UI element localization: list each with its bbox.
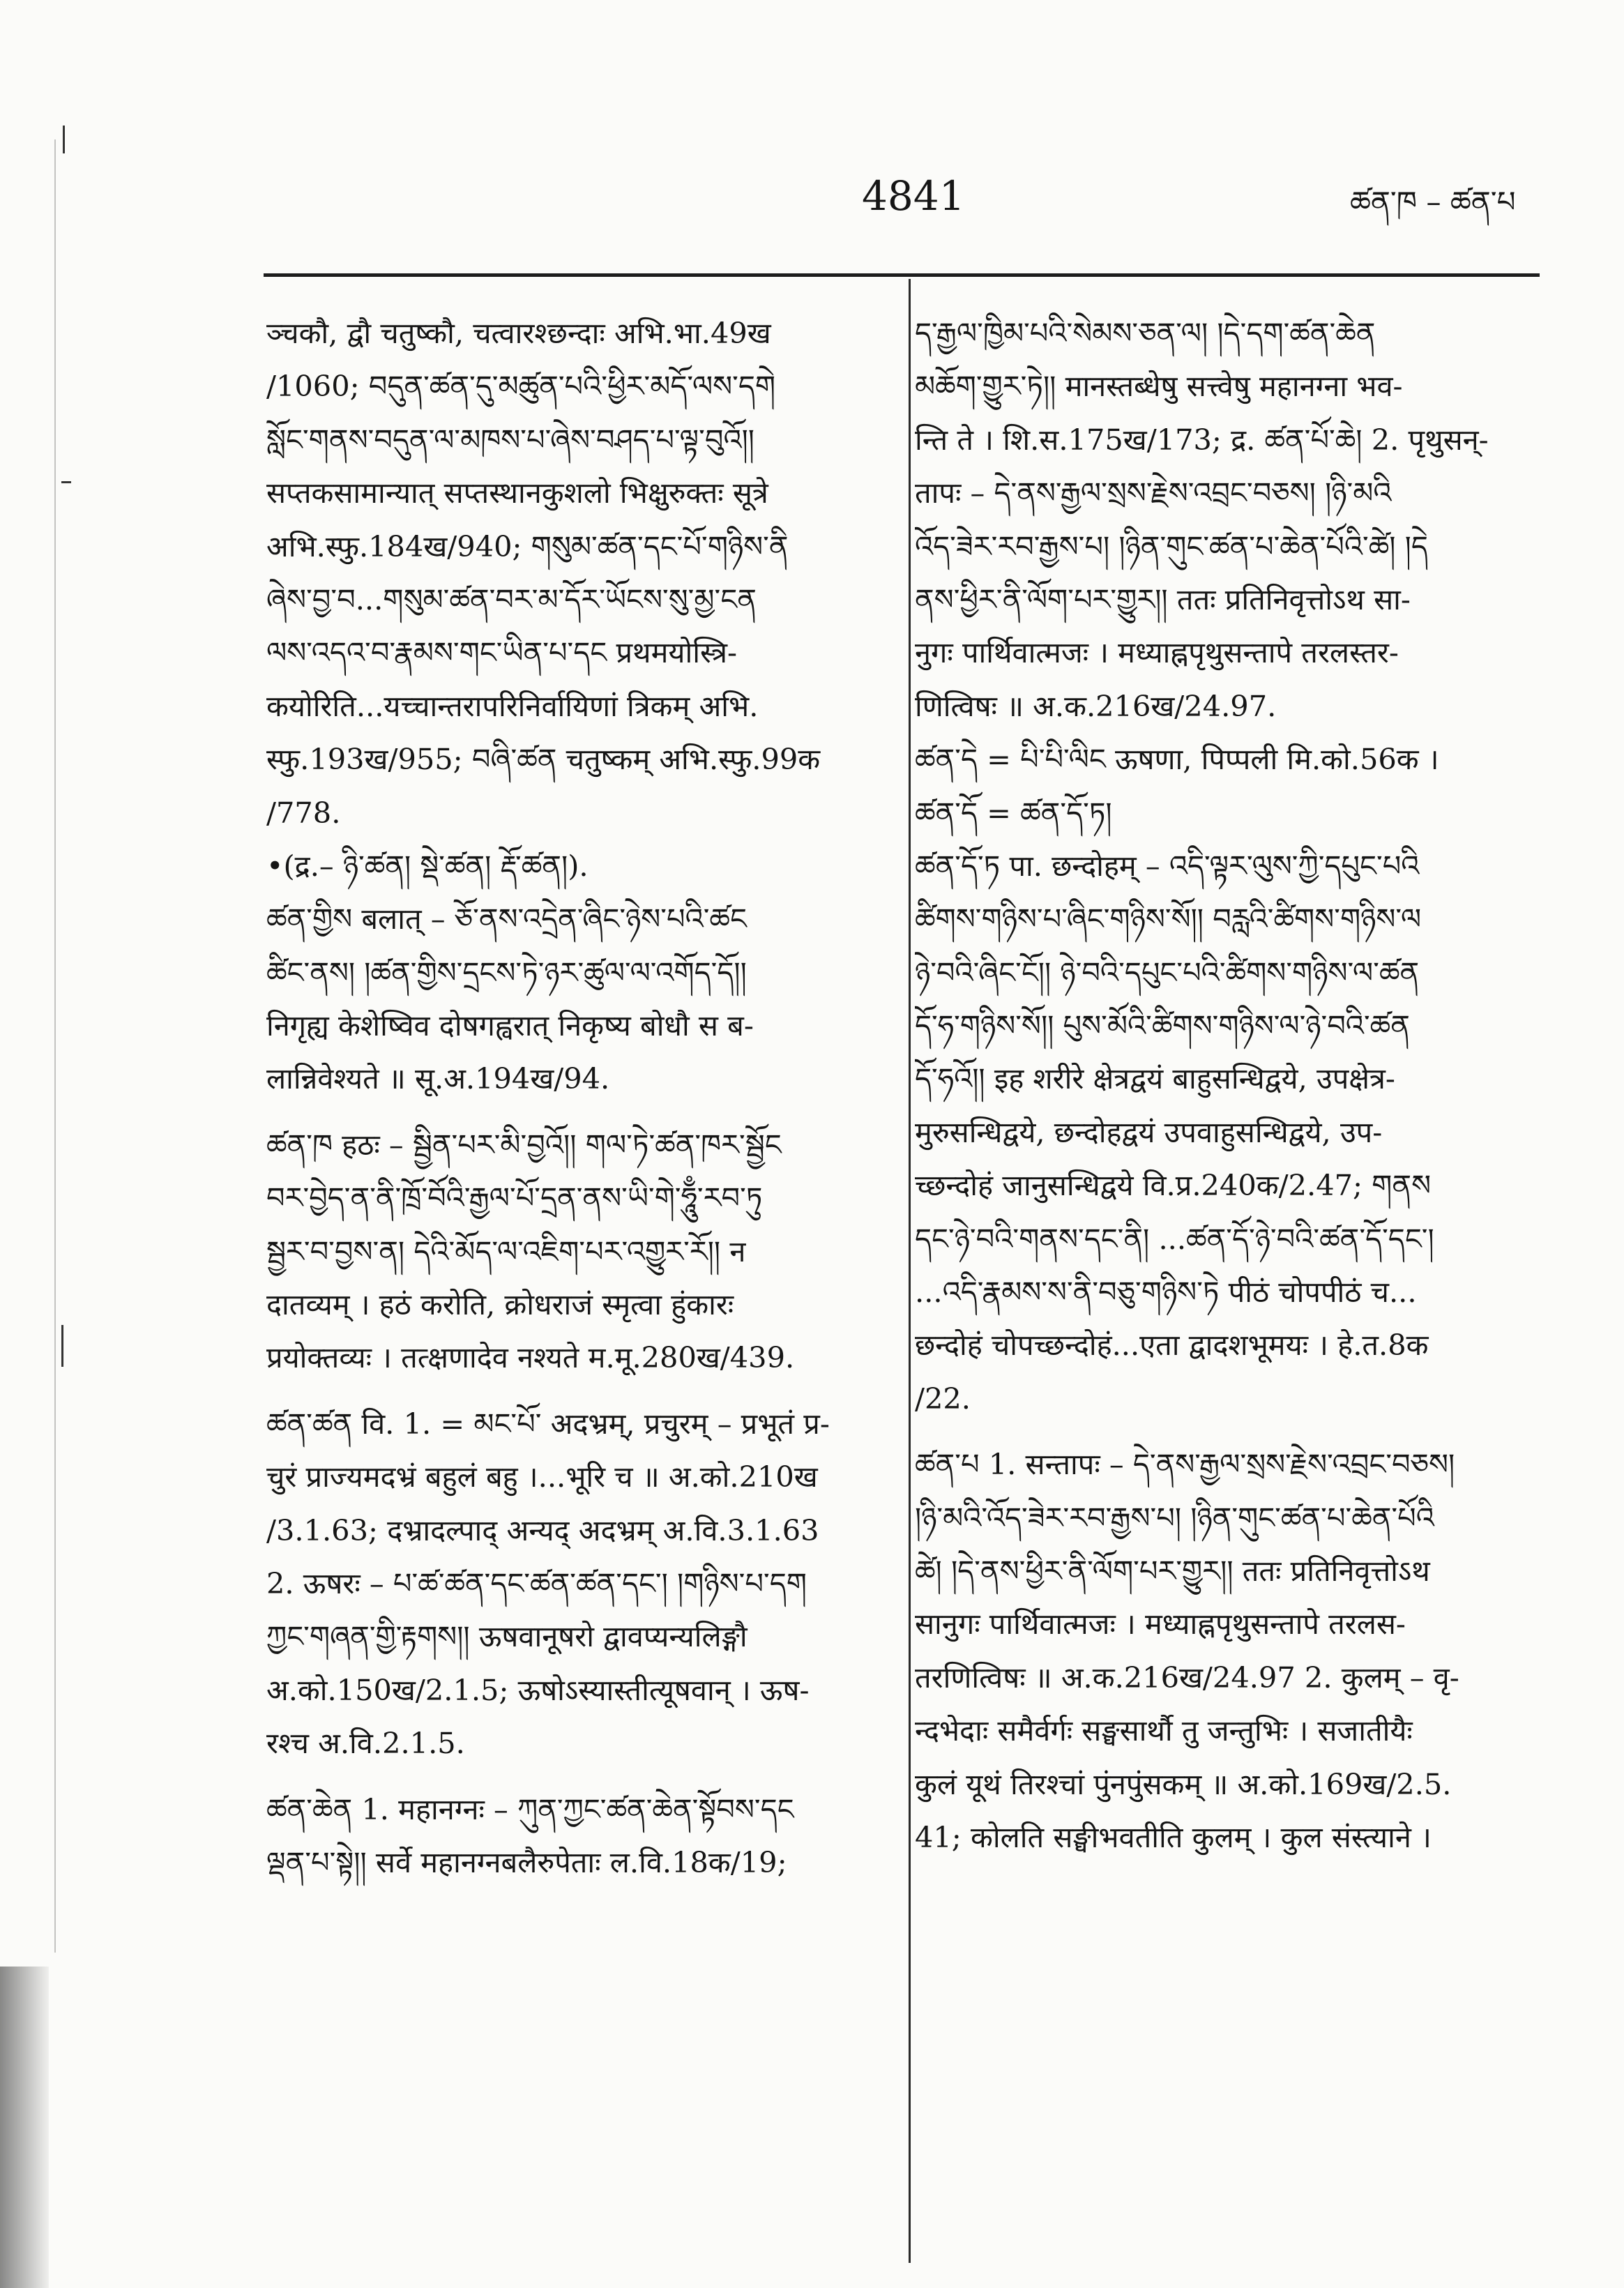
- text-line: /3.1.63; दभ्रादल्पाद् अन्यद् अदभ्रम् अ.वि.3.1.63: [266, 1513, 819, 1547]
- text-line: कुलं यूथं तिरश्चां पुंनपुंसकम् ॥ अ.को.169ख/2.5.: [915, 1766, 1452, 1801]
- text-line: ལས་འདའ་བ་རྣམས་གང་ཡིན་པ་དང प्रथमयोस्त्रि-: [266, 635, 738, 670]
- margin-mark: [61, 481, 71, 483]
- column-divider: [909, 279, 911, 2263]
- text-line: सानुगः पार्थिवात्मजः । मध्याह्नपृथुसन्तापे तरलस-: [915, 1607, 1406, 1642]
- text-line: /1060; བདུན་ཚན་དུ་མཚུན་པའི་ཕྱིར་མདོ་ལས་དགེ: [266, 369, 776, 404]
- text-line: निगृह्य केशेष्विव दोषगह्वरात् निकृष्य बोधौ स ब-: [266, 1008, 754, 1043]
- text-line: དོ་ཧའོ།། इह शरीरे क्षेत्रद्वयं बाहुसन्धिद्वये, उपक्षेत्र-: [915, 1061, 1395, 1096]
- running-head: ཚན་ཁ – ཚན་པ: [1350, 185, 1516, 219]
- text-line: བར་བྱེད་ན་ནི་ཁྲོ་བོའི་རྒྱལ་པོ་དྲན་ནས་ཡི་གེ་ཧཱུྃ་རབ་ཏུ: [266, 1181, 763, 1215]
- text-line: མཆོག་གྱུར་ཏེ།། मानस्तब्धेषु सत्त्वेषु महानग्ना भव-: [915, 369, 1403, 404]
- text-line: •(द्र.– ཉི་ཚན། སྡེ་ཚན། རྡོ་ཚན།).: [266, 848, 589, 883]
- text-line: रश्च अ.वि.2.1.5.: [266, 1726, 465, 1761]
- text-line: ཞེས་བྱ་བ...གསུམ་ཚན་བར་མ་དོར་ཡོངས་སུ་མྱ་ངན: [266, 582, 757, 616]
- text-line: छन्दोहं चोपच्छन्दोहं...एता द्वादशभूमयः । हे.त.8क: [915, 1328, 1429, 1363]
- text-line: ...འདི་རྣམས་ས་ནི་བཅུ་གཉིས་ཏེ पीठं चोपपीठं च...: [915, 1275, 1417, 1310]
- text-line: तापः – དེ་ནས་རྒྱལ་སྲས་རྗེས་འབྲང་བཅས། །ཉི་མའི: [915, 476, 1392, 510]
- text-line: ཀྱང་གཞན་གྱི་རྟགས།། ऊषवानूषरो द्वावप्यन्यलिङ्गौ: [266, 1619, 748, 1654]
- page-number: 4841: [862, 172, 965, 220]
- text-line: चुरं प्राज्यमदभ्रं बहुलं बहु ।...भूरि च ॥ अ.को.210ख: [266, 1460, 818, 1494]
- text-line: णित्विषः ॥ अ.क.216ख/24.97.: [915, 688, 1277, 723]
- header-rule: [264, 273, 1540, 277]
- entry-gap: [266, 1106, 893, 1119]
- text-line: ཚན་ཁ हठः – སྦྱིན་པར་མི་བྱའོ།། གལ་ཏེ་ཚན་ཁར་སྦྱོང: [266, 1127, 782, 1162]
- text-line: सप्तकसामान्यात् सप्तस्थानकुशलो भिक्षुरुक्तः सूत्रे: [266, 476, 768, 510]
- text-line: ཚེ། །དེ་ནས་ཕྱིར་ནི་ལོག་པར་གྱུར།། ततः प्रतिनिवृत्तोऽथ: [915, 1553, 1430, 1588]
- text-line: /778.: [266, 795, 341, 830]
- text-line: /22.: [915, 1381, 971, 1416]
- text-line: 2. ऊषरः – པ་ཚ་ཚན་དང་ཚན་ཚན་དང་། །གཉིས་པ་དག: [266, 1566, 807, 1600]
- text-line: नुगः पार्थिवात्मजः । मध्याह्नपृथुसन्तापे तरलस्तर-: [915, 635, 1399, 670]
- scan-edge-line: [54, 139, 56, 1953]
- text-line: तरणित्विषः ॥ अ.क.216ख/24.97 2. कुलम् – वृ-: [915, 1660, 1459, 1695]
- text-line: ཚིགས་གཉིས་པ་ཞིང་གཉིས་སོ།། བརླའི་ཚིགས་གཉིས་ལ: [915, 902, 1422, 937]
- entry-gap: [266, 1771, 893, 1783]
- entry-gap: [266, 1385, 893, 1397]
- text-line: ཚན་གྱིས बलात् – ཅོ་ནས་འདྲེན་ཞིང་ཉེས་པའི་ཚང: [266, 902, 747, 937]
- right-column: [915, 307, 1528, 1864]
- margin-mark: [61, 1325, 63, 1367]
- text-line: मुरुसन्धिद्वये, छन्दोहद्वयं उपवाहुसन्धिद्वये, उप-: [915, 1114, 1383, 1149]
- text-line: དང་ཉེ་བའི་གནས་དང་ནི། ...ཚན་དོ་ཉེ་བའི་ཚན་དོ་དང་།: [915, 1221, 1434, 1256]
- text-line: ནས་ཕྱིར་ནི་ལོག་པར་གྱུར།། ततः प्रतिनिवृत्तोऽथ सा-: [915, 582, 1411, 616]
- text-line: च्छन्दोहं जानुसन्धिद्वये वि.प्र.240क/2.47; གནས: [915, 1168, 1432, 1203]
- text-line: ञ्चकौ, द्वौ चतुष्कौ, चत्वारश्छन्दाः अभि.भा.49ख: [266, 316, 771, 350]
- text-line: 41; कोलति सङ्घीभवतीति कुलम् । कुल संस्त्याने ।: [915, 1819, 1432, 1854]
- text-line: སློང་གནས་བདུན་ལ་མཁས་པ་ཞེས་བཤད་པ་ལྟ་བུའོ།།: [266, 422, 755, 457]
- scan-edge-shadow: [0, 1967, 49, 2288]
- text-line: ཚན་དོ་ཏ पा. छन्दोहम् – འདི་ལྟར་ལུས་ཀྱི་དཔུང་པའི: [915, 848, 1420, 883]
- text-line: ད་རྒྱལ་ཁྱིམ་པའི་སེམས་ཅན་ལ། །དེ་དག་ཚན་ཆེན: [915, 316, 1376, 350]
- text-line: लान्निवेश्यते ॥ सू.अ.194ख/94.: [266, 1061, 610, 1096]
- text-line: ཚིང་ནས། །ཚན་གྱིས་དྲངས་ཏེ་ཉར་ཚུལ་ལ་འགོད་དོ།།: [266, 955, 747, 990]
- text-line: ཚན་པ 1. सन्तापः – དེ་ནས་རྒྱལ་སྲས་རྗེས་འབྲང་བཅས།: [915, 1447, 1455, 1482]
- text-line: न्ति ते । शि.स.175ख/173; द्र. ཚན་པོ་ཆེ། 2. पृथुसन्-: [915, 422, 1489, 457]
- text-line: དོ་ཧ་གཉིས་སོ།། པུས་མོའི་ཚིགས་གཉིས་ལ་ཉེ་བའི་ཚན: [915, 1008, 1410, 1043]
- entry-gap: [915, 1425, 1528, 1438]
- text-line: न्दभेदाः समैर्वर्गः सङ्घसार्थौ तु जन्तुभिः । सजातीयैः: [915, 1713, 1413, 1748]
- text-line: ཚན་དེ = པི་པི་ལིང ऊषणा, पिप्पली मि.को.56क ।: [915, 742, 1439, 777]
- text-line: स्फु.193ख/955; བཞི་ཚན चतुष्कम् अभि.स्फु.99क: [266, 742, 821, 777]
- text-line: अ.को.150ख/2.1.5; ऊषोऽस्यास्तीत्यूषवान् । ऊष-: [266, 1672, 810, 1707]
- text-line: ཚན་དོ = ཚན་དོ་ཏ།: [915, 795, 1112, 830]
- text-line: ཚན་ཆེན 1. महानग्नः – ཀུན་ཀྱང་ཚན་ཆེན་སྟོབས་དང: [266, 1791, 794, 1826]
- text-line: ཚན་ཚན वि. 1. = མང་པོ་ अदभ्रम्, प्रचुरम् – प्रभूतं प्र-: [266, 1406, 830, 1441]
- text-line: कयोरिति...यच्चान्तरापरिनिर्वायिणां त्रिकम् अभि.: [266, 688, 759, 723]
- text-line: प्रयोक्तव्यः । तत्क्षणादेव नश्यते म.मू.280ख/439.: [266, 1340, 795, 1375]
- text-line: །ཉི་མའི་འོད་ཟེར་རབ་རྒྱས་པ། །ཉིན་གུང་ཚན་པ་ཆེན་པོའི: [915, 1500, 1434, 1535]
- text-line: ལྡན་པ་སྟེ།། सर्वे महानग्नबलैरुपेताः ल.वि.18क/19;: [266, 1844, 787, 1879]
- text-line: ཉེ་བའི་ཞིང་ངོ།། ཉེ་བའི་དཔུང་པའི་ཚིགས་གཉིས་ལ་ཚན: [915, 955, 1420, 990]
- text-line: སྦྱར་བ་བྱས་ན། དེའི་མོད་ལ་འཇིག་པར་འགྱུར་རོ།། न: [266, 1234, 746, 1268]
- text-line: अभि.स्फु.184ख/940; གསུམ་ཚན་དང་པོ་གཉིས་ནི: [266, 529, 789, 563]
- margin-mark: [63, 126, 65, 153]
- text-line: འོད་ཟེར་རབ་རྒྱས་པ། །ཉིན་གུང་ཚན་པ་ཆེན་པོའི་ཚེ། །དེ: [915, 529, 1428, 563]
- left-column: [266, 307, 893, 1889]
- text-line: दातव्यम् । हठं करोति, क्रोधराजं स्मृत्वा हुंकारः: [266, 1287, 734, 1322]
